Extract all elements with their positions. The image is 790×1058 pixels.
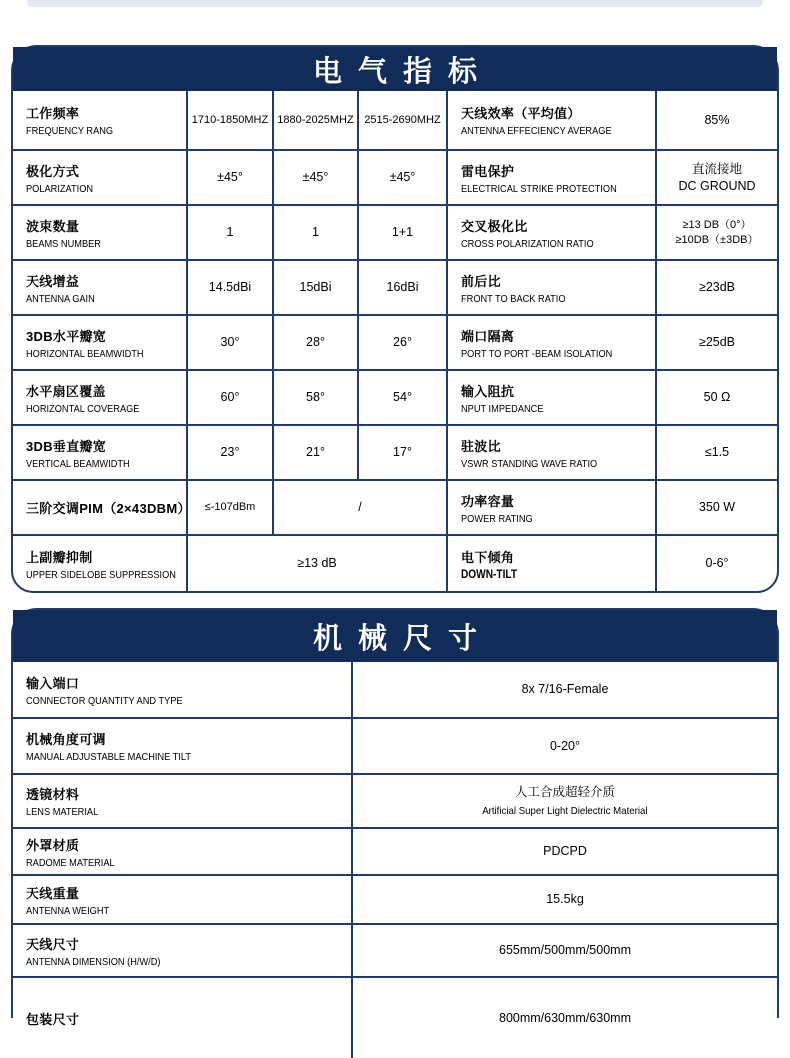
- electrical-specs-table: [11, 45, 779, 593]
- param-value-band1: ≤-107dBm: [188, 481, 274, 534]
- param-value: [657, 91, 777, 149]
- mechanical-dimensions-title: 机械尺寸: [13, 610, 777, 662]
- param-label: [13, 426, 188, 479]
- param-label-zh: 电下倾角: [461, 549, 515, 565]
- param-value-text: 800mm/630mm/630mm: [499, 1010, 631, 1025]
- param-value: [657, 151, 777, 204]
- param-value-band2: 1880-2025MHZ: [274, 91, 359, 149]
- param-value-band2: 58°: [274, 371, 359, 424]
- param-label-zh: 天线增益: [26, 273, 80, 289]
- param-label-en: CONNECTOR QUANTITY AND TYPE: [26, 694, 183, 707]
- param-value: [353, 876, 777, 923]
- table-row: [13, 426, 777, 481]
- param-label-en: PORT TO PORT -BEAM ISOLATION: [461, 347, 613, 360]
- param-value: [657, 261, 777, 314]
- param-value: [657, 371, 777, 424]
- param-label: [448, 261, 657, 314]
- param-value-band3: 1+1: [359, 206, 448, 259]
- param-label-zh: 端口隔离: [461, 328, 515, 344]
- table-row: [13, 316, 777, 371]
- param-value: [353, 925, 777, 976]
- param-label-zh: 三阶交调PIM（2×43DBM）: [26, 501, 191, 516]
- param-label-zh: 雷电保护: [461, 163, 515, 179]
- param-value-band3: 26°: [359, 316, 448, 369]
- param-value-band2: 28°: [274, 316, 359, 369]
- param-value-text: ≥25dB: [698, 335, 736, 350]
- param-label-zh: 功率容量: [461, 493, 515, 509]
- param-value: [353, 978, 777, 1058]
- param-label: [13, 662, 353, 717]
- param-label-zh: 工作频率: [26, 106, 80, 121]
- param-value-text: 50 Ω: [703, 390, 731, 405]
- param-value-band1: 1710-1850MHZ: [188, 91, 274, 149]
- param-label-en: FREQUENCY RANG: [26, 125, 114, 137]
- param-label-zh: 透镜材料: [26, 787, 80, 802]
- param-label: [13, 481, 191, 534]
- param-label: [448, 91, 657, 149]
- param-value-merged: /: [274, 481, 448, 534]
- param-value-text: 直流接地: [691, 161, 742, 176]
- param-label-zh: 交叉极化比: [461, 218, 528, 234]
- param-label-zh: 输入阻抗: [461, 383, 515, 399]
- param-value-merged: ≥13 dB: [188, 536, 448, 591]
- param-label-zh: 3DB垂直瓣宽: [26, 438, 107, 454]
- param-label: [13, 829, 353, 874]
- param-label: [13, 316, 188, 369]
- param-value-text: ≤1.5: [704, 445, 730, 460]
- param-value-text: 人工合成超轻介质: [514, 784, 615, 799]
- param-label-zh: 波束数量: [26, 218, 80, 234]
- param-label-en: BEAMS NUMBER: [26, 237, 101, 250]
- param-value-subtext: Artificial Super Light Dielectric Material: [482, 804, 648, 817]
- table-row: [13, 536, 777, 591]
- param-value-band1: 14.5dBi: [188, 261, 274, 314]
- param-label: [448, 371, 657, 424]
- param-label: [13, 536, 188, 591]
- param-value-band1: 1: [188, 206, 274, 259]
- param-label: [13, 978, 353, 1058]
- param-label-en: HORIZONTAL COVERAGE: [26, 402, 140, 415]
- param-label-zh: 外罩材质: [26, 837, 80, 853]
- param-value-band3: 54°: [359, 371, 448, 424]
- param-label-en: RADOME MATERIAL: [26, 856, 115, 869]
- param-label-zh: 前后比: [461, 273, 501, 289]
- param-label: [13, 151, 188, 204]
- param-value: [353, 719, 777, 773]
- param-value: [657, 206, 777, 259]
- param-value-text: 655mm/500mm/500mm: [499, 943, 631, 958]
- param-value-band1: 60°: [188, 371, 274, 424]
- param-value: [657, 481, 777, 534]
- table-row: [13, 719, 777, 775]
- param-label: [13, 206, 188, 259]
- param-label-zh: 包装尺寸: [26, 1011, 80, 1027]
- param-value-text: ≥13 DB（0°）: [682, 218, 752, 231]
- param-value-text: 85%: [704, 112, 730, 127]
- param-label: [13, 371, 188, 424]
- param-value-text: 0-6°: [705, 556, 729, 571]
- param-label: [13, 261, 188, 314]
- param-value-band2: 1: [274, 206, 359, 259]
- table-row: [13, 206, 777, 261]
- table-row: [13, 371, 777, 426]
- param-label-zh: 天线重量: [26, 885, 80, 901]
- param-label-en: VSWR STANDING WAVE RATIO: [461, 457, 598, 470]
- param-label: [448, 481, 657, 534]
- param-label-zh: 天线尺寸: [26, 936, 80, 952]
- param-label-en: ANTENNA DIMENSION (H/W/D): [26, 955, 161, 968]
- param-value-text: DC GROUND: [678, 178, 756, 193]
- table-row: [13, 662, 777, 719]
- param-label: [13, 719, 353, 773]
- param-label-zh: 机械角度可调: [26, 732, 106, 747]
- param-label-en: POLARIZATION: [26, 182, 94, 195]
- electrical-specs-title: 电气指标: [13, 47, 777, 91]
- param-value-text: PDCPD: [543, 844, 587, 859]
- param-label-en: LENS MATERIAL: [26, 806, 99, 818]
- param-label-en: ELECTRICAL STRIKE PROTECTION: [461, 182, 617, 195]
- param-label-en: CROSS POLARIZATION RATIO: [461, 237, 594, 250]
- param-label-en: UPPER SIDELOBE SUPPRESSION: [26, 568, 176, 581]
- param-value-text: 8x 7/16-Female: [521, 682, 609, 697]
- param-label-en: HORIZONTAL BEAMWIDTH: [26, 347, 144, 360]
- param-value-band3: ±45°: [359, 151, 448, 204]
- table-row: [13, 261, 777, 316]
- param-label-zh: 输入端口: [26, 675, 80, 691]
- param-label-zh: 极化方式: [26, 163, 80, 179]
- param-label-en: DOWN-TILT: [461, 568, 518, 581]
- mechanical-dimensions-table: [11, 608, 779, 1027]
- param-label-en: MANUAL ADJUSTABLE MACHINE TILT: [26, 751, 191, 763]
- param-label: [448, 316, 657, 369]
- param-value: [657, 316, 777, 369]
- param-value-band1: ±45°: [188, 151, 274, 204]
- param-value: [353, 829, 777, 874]
- param-label-en: POWER RATING: [461, 512, 533, 525]
- param-value: [657, 536, 777, 591]
- param-label-zh: 天线效率（平均值）: [461, 106, 581, 121]
- table-row: [13, 775, 777, 829]
- param-label-en: NPUT IMPEDANCE: [461, 402, 544, 415]
- param-label: [448, 206, 657, 259]
- param-value-band3: 16dBi: [359, 261, 448, 314]
- param-value-text: 0-20°: [549, 738, 581, 753]
- param-label: [13, 925, 353, 976]
- table-row: [13, 876, 777, 925]
- param-value-text: ≥23dB: [698, 280, 736, 295]
- param-label: [13, 775, 353, 827]
- param-value: [353, 775, 777, 827]
- param-label: [13, 876, 353, 923]
- param-label-zh: 上副瓣抑制: [26, 549, 93, 565]
- table-row: [13, 829, 777, 876]
- param-label-en: ANTENNA EFFECIENCY AVERAGE: [461, 125, 612, 137]
- param-label-en: ANTENNA GAIN: [26, 292, 95, 305]
- table-row: [13, 481, 777, 536]
- param-label-en: VERTICAL BEAMWIDTH: [26, 457, 130, 470]
- param-label-zh: 驻波比: [461, 438, 501, 454]
- param-label-en: ANTENNA WEIGHT: [26, 904, 110, 917]
- previous-section-edge: [27, 0, 763, 7]
- param-label-zh: 3DB水平瓣宽: [26, 328, 107, 344]
- param-value-text: 350 W: [698, 500, 736, 515]
- param-value-band1: 23°: [188, 426, 274, 479]
- param-value: [353, 662, 777, 717]
- table-row: [13, 91, 777, 151]
- param-label: [448, 151, 657, 204]
- table-row: [13, 151, 777, 206]
- param-value: [657, 426, 777, 479]
- param-value-band2: 15dBi: [274, 261, 359, 314]
- param-label-en: FRONT TO BACK RATIO: [461, 292, 566, 305]
- param-value-band2: 21°: [274, 426, 359, 479]
- param-label-zh: 水平扇区覆盖: [26, 383, 106, 399]
- param-value-text: 15.5kg: [546, 892, 584, 907]
- param-label: [448, 536, 657, 591]
- param-value-band1: 30°: [188, 316, 274, 369]
- param-label: [448, 426, 657, 479]
- table-row: [13, 925, 777, 978]
- param-label: [13, 91, 188, 149]
- param-value-band3: 17°: [359, 426, 448, 479]
- param-value-band3: 2515-2690MHZ: [359, 91, 448, 149]
- param-value-text: ≥10DB（±3DB）: [675, 233, 759, 246]
- table-row: [13, 978, 777, 1058]
- param-value-band2: ±45°: [274, 151, 359, 204]
